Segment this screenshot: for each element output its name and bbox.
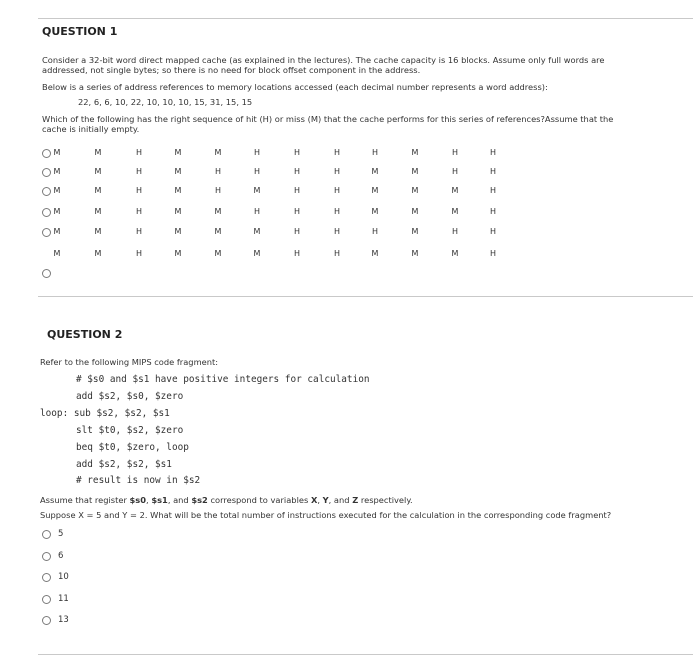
- sequence-cell: H: [489, 186, 496, 195]
- sequence-cell: H: [333, 249, 340, 258]
- sequence-cell: M: [371, 167, 379, 176]
- q1-text-line2: addressed, not single bytes; so there is no need for block offset component in the address.: [42, 65, 421, 75]
- sequence-cell: M: [174, 227, 182, 236]
- sequence-cell: H: [293, 148, 300, 157]
- sequence-cell: H: [293, 207, 300, 216]
- sequence-cell: M: [451, 249, 459, 258]
- q1-top-rule: [38, 18, 693, 19]
- sequence-cell: H: [253, 167, 260, 176]
- sequence-cell: H: [253, 148, 260, 157]
- answer-label: 6: [58, 551, 64, 561]
- code-line-beq: beq $t0, $zero, loop: [76, 442, 189, 453]
- q1-bottom-rule: [38, 296, 693, 297]
- code-line-add2: add $s2, $s2, $s1: [76, 459, 172, 470]
- sequence-cell: M: [214, 207, 222, 216]
- code-line-comment1: # $s0 and $s1 have positive integers for calculation: [76, 374, 370, 385]
- q2-answer-option-1[interactable]: [42, 527, 63, 541]
- q2-question-text: Suppose X = 5 and Y = 2. What will be the total number of instructions executed for the calculation in the corresponding code fragment?: [40, 510, 612, 520]
- sequence-cell: M: [214, 249, 222, 258]
- q2-assume-text: Assume that register $s0, $s1, and $s2 correspond to variables X, Y, and Z respectively.: [40, 495, 413, 505]
- sequence-cell: M: [53, 249, 61, 258]
- sequence-cell: M: [411, 227, 419, 236]
- sequence-cell: H: [489, 227, 496, 236]
- sequence-cell: M: [411, 249, 419, 258]
- sequence-cell: M: [94, 249, 102, 258]
- sequence-cell: H: [253, 207, 260, 216]
- sequence-cell: H: [333, 207, 340, 216]
- sequence-cell: H: [293, 167, 300, 176]
- sequence-cell: M: [94, 207, 102, 216]
- answer-label: 5: [58, 529, 64, 539]
- sequence-cell: M: [53, 167, 61, 176]
- q2-title: QUESTION 2: [47, 328, 123, 341]
- radio-button[interactable]: [42, 573, 51, 582]
- sequence-cell: M: [174, 186, 182, 195]
- sequence-cell: M: [94, 186, 102, 195]
- q2-answer-option-2[interactable]: [42, 549, 63, 563]
- answer-label: 13: [58, 615, 69, 625]
- q2-answer-option-3[interactable]: [42, 570, 69, 584]
- q1-option-6[interactable]: [42, 247, 496, 261]
- sequence-cell: H: [371, 148, 378, 157]
- sequence-cell: H: [214, 186, 221, 195]
- sequence-cell: H: [489, 207, 496, 216]
- sequence-cell: H: [135, 227, 142, 236]
- sequence-cell: H: [135, 148, 142, 157]
- q1-text-line5: cache is initially empty.: [42, 124, 140, 134]
- sequence-cell: H: [333, 148, 340, 157]
- sequence-cell: M: [253, 186, 261, 195]
- q1-option-5[interactable]: [42, 225, 496, 239]
- q2-answer-option-5[interactable]: [42, 613, 69, 627]
- sequence-cell: H: [293, 186, 300, 195]
- sequence-cell: M: [53, 148, 61, 157]
- sequence-cell: M: [253, 249, 261, 258]
- radio-button[interactable]: [42, 616, 51, 625]
- sequence-cell: M: [411, 167, 419, 176]
- sequence-cell: M: [253, 227, 261, 236]
- sequence-cell: H: [135, 249, 142, 258]
- sequence-cell: H: [451, 148, 458, 157]
- sequence-cell: H: [333, 186, 340, 195]
- sequence-cell: H: [489, 249, 496, 258]
- sequence-cell: H: [489, 148, 496, 157]
- sequence-cell: M: [451, 186, 459, 195]
- sequence-cell: H: [135, 167, 142, 176]
- sequence-cell: M: [451, 207, 459, 216]
- radio-button[interactable]: [42, 269, 51, 278]
- q2-intro: Refer to the following MIPS code fragment:: [40, 357, 219, 367]
- answer-label: 11: [58, 594, 69, 604]
- sequence-cell: H: [451, 167, 458, 176]
- sequence-cell: M: [174, 148, 182, 157]
- sequence-cell: M: [411, 148, 419, 157]
- code-line-comment2: # result is now in $s2: [76, 475, 201, 486]
- sequence-cell: M: [371, 249, 379, 258]
- sequence-cell: M: [94, 148, 102, 157]
- sequence-cell: H: [371, 227, 378, 236]
- q1-text-line3: Below is a series of address references to memory locations accessed (each decimal number represents a word address):: [42, 82, 548, 92]
- sequence-cell: H: [333, 227, 340, 236]
- q1-text-line4: Which of the following has the right sequence of hit (H) or miss (M) that the cache performs for this series of references?Assume that the: [42, 114, 614, 124]
- sequence-cell: M: [214, 148, 222, 157]
- sequence-cell: M: [94, 167, 102, 176]
- sequence-cell: M: [53, 227, 61, 236]
- sequence-cell: H: [451, 227, 458, 236]
- code-line-loop: loop: sub $s2, $s2, $s1: [40, 408, 170, 419]
- q1-text-line1: Consider a 32-bit word direct mapped cache (as explained in the lectures). The cache capacity is 16 blocks. Assume only full words are: [42, 55, 605, 65]
- radio-button[interactable]: [42, 552, 51, 561]
- sequence-cell: M: [174, 249, 182, 258]
- q1-option-1[interactable]: [42, 146, 496, 160]
- sequence-cell: M: [53, 186, 61, 195]
- answer-label: 10: [58, 572, 69, 582]
- sequence-cell: H: [293, 227, 300, 236]
- sequence-cell: M: [371, 207, 379, 216]
- sequence-cell: H: [135, 186, 142, 195]
- sequence-cell: M: [371, 186, 379, 195]
- q1-option-2[interactable]: [42, 165, 496, 179]
- q1-option-4[interactable]: [42, 205, 496, 219]
- sequence-cell: H: [135, 207, 142, 216]
- q2-answer-option-4[interactable]: [42, 592, 69, 606]
- code-line-add1: add $s2, $s0, $zero: [76, 391, 184, 402]
- sequence-cell: H: [489, 167, 496, 176]
- q2-bottom-rule: [38, 654, 693, 655]
- radio-button[interactable]: [42, 530, 51, 539]
- sequence-cell: M: [94, 227, 102, 236]
- code-line-slt: slt $t0, $s2, $zero: [76, 425, 184, 436]
- radio-button[interactable]: [42, 595, 51, 604]
- sequence-cell: M: [411, 207, 419, 216]
- sequence-cell: H: [214, 167, 221, 176]
- q1-title: QUESTION 1: [42, 25, 118, 38]
- sequence-cell: M: [174, 167, 182, 176]
- sequence-cell: M: [411, 186, 419, 195]
- sequence-cell: M: [53, 207, 61, 216]
- sequence-cell: M: [214, 227, 222, 236]
- sequence-cell: M: [174, 207, 182, 216]
- q1-address-series: 22, 6, 6, 10, 22, 10, 10, 10, 15, 31, 15, 15: [78, 97, 253, 107]
- sequence-cell: H: [293, 249, 300, 258]
- sequence-cell: H: [333, 167, 340, 176]
- q1-option-3[interactable]: [42, 184, 496, 198]
